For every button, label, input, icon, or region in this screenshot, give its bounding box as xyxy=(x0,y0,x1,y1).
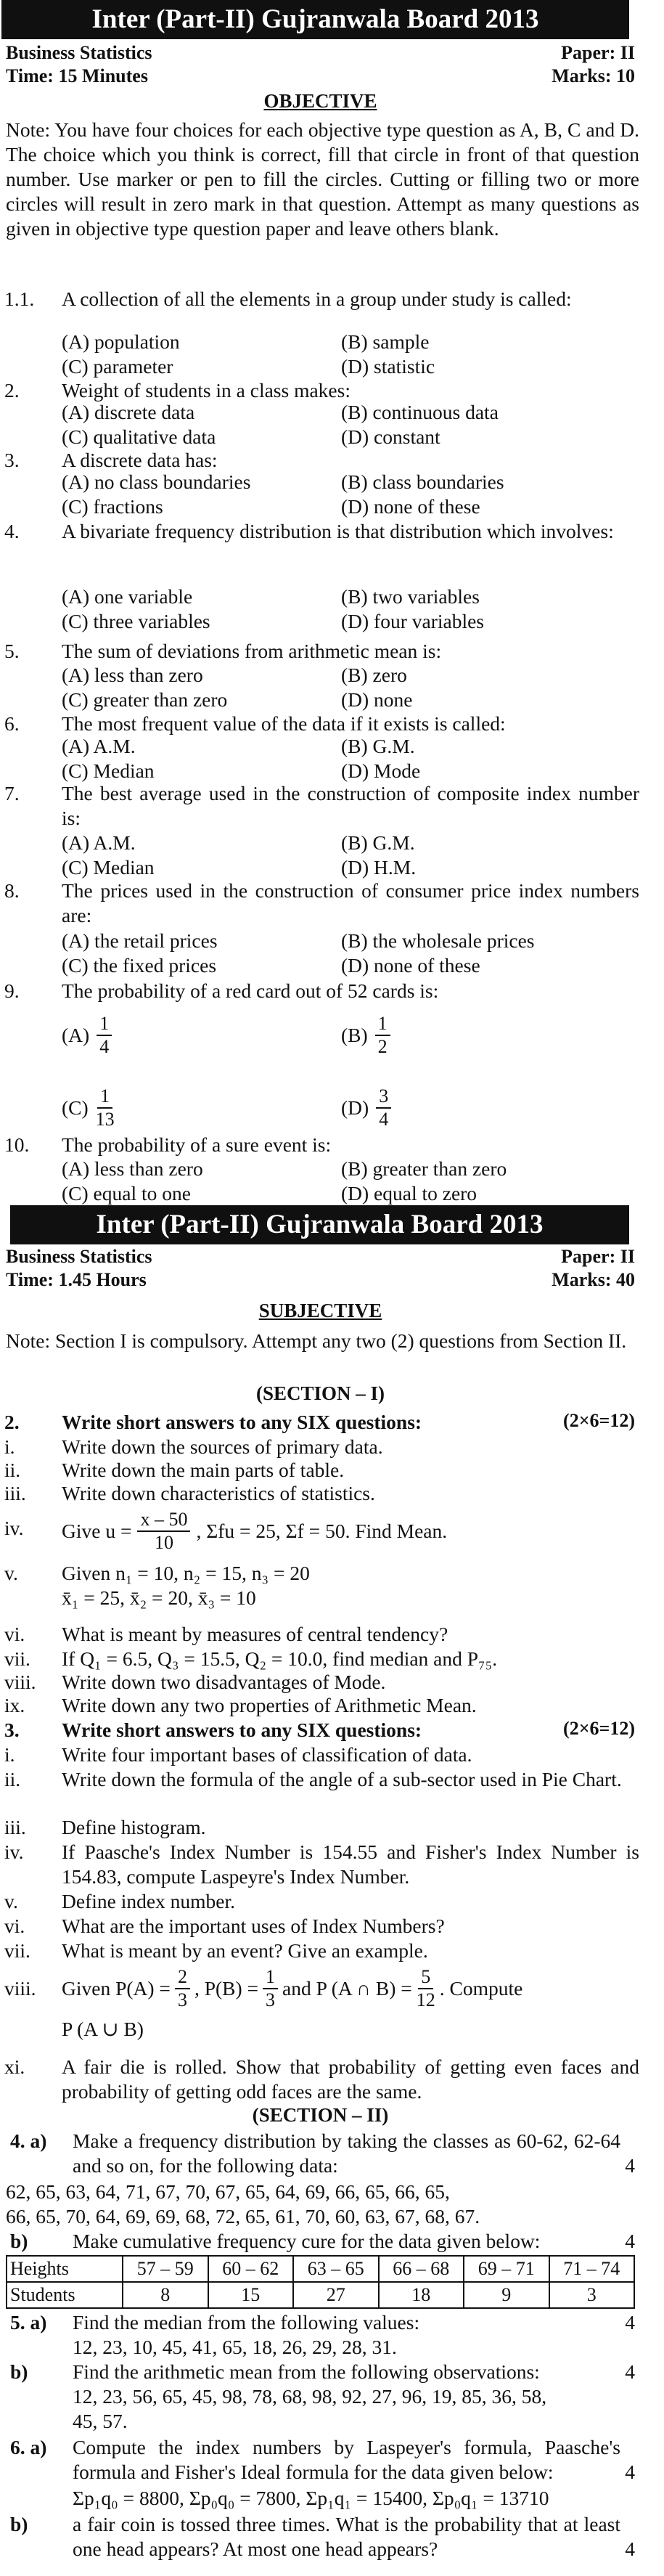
question-2-2-text: Write down the main parts of table. xyxy=(62,1459,345,1481)
question-4b-text: Make cumulative frequency cure for the data given below: xyxy=(73,2230,541,2252)
given-pab: and P (A ∩ B) = xyxy=(282,1977,412,2000)
question-2-iv xyxy=(0,1509,664,1552)
question-6b-marks: 4 xyxy=(625,2538,635,2560)
pab-fraction-den: 12 xyxy=(416,1989,435,2010)
time-label: Time: 15 Minutes xyxy=(6,65,148,86)
question-number: 4. xyxy=(4,520,20,542)
option-a: (A) A.M. xyxy=(62,831,136,854)
question-number: 3. xyxy=(4,449,20,471)
board-title-banner-2: Inter (Part-II) Gujranwala Board 2013 xyxy=(10,1205,629,1244)
question-3-3-number: iii. xyxy=(4,1816,26,1838)
option-c-fraction xyxy=(96,1085,115,1130)
pa-fraction xyxy=(175,1966,190,2011)
option-b: (B) greater than zero xyxy=(341,1157,507,1180)
question-3-1 xyxy=(0,1743,664,1767)
option-d: (D) statistic xyxy=(341,355,435,378)
objective-question-2 xyxy=(0,378,664,403)
question-2-7-number: vii. xyxy=(4,1647,30,1670)
question-3-7-number: vii. xyxy=(4,1939,30,1962)
question-2-6-text: What is meant by measures of central tendency? xyxy=(62,1623,448,1645)
q5b-data-line-2: 45, 57. xyxy=(73,2410,128,2432)
question-3-4 xyxy=(0,1840,664,1891)
table-students-row xyxy=(7,2282,634,2308)
option-c-label: (C) xyxy=(62,1096,89,1119)
question-5a xyxy=(0,2310,664,2335)
question-2-v-line2: x̄₁ = 25, x̄₂ = 20, x̄₃ = 10 xyxy=(62,1586,256,1609)
pb-fraction-num: 1 xyxy=(263,1966,278,1989)
pb-fraction xyxy=(263,1966,278,2011)
objective-note: Note: You have four choices for each objective type question as A, B, C and D. The choice which you think is correct, fill that circle in front of that question number. Use marker or pen to fill the circles. Cutting or filling two or more circles will result in zero mark in that question. Attempt as many questions as given in objective type question paper and leave others blank. xyxy=(6,118,639,240)
given-sums: , Σfu = 25, Σf = 50. Find Mean. xyxy=(196,1520,448,1542)
question-text: A bivariate frequency distribution is that distribution which involves: xyxy=(62,520,614,542)
question-3-number: 3. xyxy=(4,1719,20,1741)
question-3-1-text: Write four important bases of classification of data. xyxy=(62,1743,472,1766)
option-a: (A) population xyxy=(62,330,180,353)
question-2-9-text: Write down any two properties of Arithmetic Mean. xyxy=(62,1694,477,1716)
option-a: (A) one variable xyxy=(62,585,193,608)
question-3-3-text: Define histogram. xyxy=(62,1816,206,1838)
objective-header-row-2 xyxy=(6,65,635,87)
objective-question-8 xyxy=(0,879,664,929)
table-header-cell: 71 – 74 xyxy=(549,2256,635,2282)
question-4b-marks: 4 xyxy=(625,2230,635,2252)
table-cell: 8 xyxy=(123,2282,208,2308)
question-3-viii xyxy=(0,1966,664,2046)
question-text: The probability of a sure event is: xyxy=(62,1133,332,1156)
option-a xyxy=(62,1013,112,1058)
question-4a-text: Make a frequency distribution by taking the classes as 60-62, 62-64 and so on, for the following data: xyxy=(73,2129,620,2177)
question-number: 7. xyxy=(4,782,20,804)
question-3-6 xyxy=(0,1914,664,1939)
objective-question-10 xyxy=(0,1133,664,1157)
option-c: (C) the fixed prices xyxy=(62,954,217,977)
question-text: The most frequent value of the data if it exists is called: xyxy=(62,712,506,735)
subjective-header-row-1 xyxy=(6,1246,635,1268)
question-6a-text: Compute the index numbers by Laspeyer's formula, Paasche's formula and Fisher's Ideal formula for the data given below: xyxy=(73,2436,620,2483)
objective-question-5 xyxy=(0,639,664,664)
option-d: (D) Mode xyxy=(341,759,421,782)
subject-label: Business Statistics xyxy=(6,42,152,63)
option-a: (A) no class boundaries xyxy=(62,470,251,493)
question-6b-number: b) xyxy=(10,2513,28,2535)
option-b-fraction xyxy=(375,1013,390,1058)
option-d-label: (D) xyxy=(341,1096,369,1119)
u-fraction-den: 10 xyxy=(154,1532,173,1553)
question-6a-marks: 4 xyxy=(625,2461,635,2483)
q5a-data: 12, 23, 10, 45, 41, 65, 18, 26, 29, 28, 31. xyxy=(73,2336,397,2358)
option-c: (C) fractions xyxy=(62,495,163,518)
subjective-heading: SUBJECTIVE xyxy=(258,1300,382,1321)
question-2-3-text: Write down characteristics of statistics. xyxy=(62,1482,375,1504)
question-2-text: Write short answers to any SIX questions: xyxy=(62,1411,422,1433)
compute-label: . Compute xyxy=(439,1977,523,2000)
pab-fraction xyxy=(417,1966,435,2011)
question-number: 6. xyxy=(4,712,20,735)
objective-question-1 xyxy=(0,287,664,311)
question-2-9-number: ix. xyxy=(4,1694,25,1716)
option-d: (D) none xyxy=(341,688,413,711)
marks-label: Marks: 10 xyxy=(552,65,635,86)
option-c: (C) greater than zero xyxy=(62,688,228,711)
option-a-fraction-den: 4 xyxy=(99,1036,110,1057)
question-2-7-text: If Q₁ = 6.5, Q₃ = 15.5, Q₂ = 10.0, find median and P₇₅. xyxy=(62,1647,498,1670)
option-b: (B) zero xyxy=(341,664,407,686)
option-c xyxy=(62,1085,115,1130)
option-b: (B) G.M. xyxy=(341,831,415,854)
option-b: (B) sample xyxy=(341,330,430,353)
question-2-6-number: vi. xyxy=(4,1623,25,1645)
question-2-v xyxy=(0,1561,664,1612)
question-text: A discrete data has: xyxy=(62,449,218,471)
question-6b-text: a fair coin is tossed three times. What is the probability that at least one head appears? At most one head appears? xyxy=(73,2513,620,2560)
option-c: (C) equal to one xyxy=(62,1182,191,1205)
question-4b-number: b) xyxy=(10,2230,28,2252)
question-2-iv-number: iv. xyxy=(4,1517,24,1539)
question-5b-marks: 4 xyxy=(625,2360,635,2383)
question-3-4-text: If Paasche's Index Number is 154.55 and Fisher's Index Number is 154.83, compute Laspeyre's Index Number. xyxy=(62,1841,639,1888)
option-b: (B) G.M. xyxy=(341,735,415,757)
pa-fraction-den: 3 xyxy=(177,1989,187,2010)
question-2-2-number: ii. xyxy=(4,1459,21,1481)
question-2-3-number: iii. xyxy=(4,1482,26,1504)
section-1-heading: (SECTION – I) xyxy=(255,1382,385,1404)
question-3-2-text: Write down the formula of the angle of a sub-sector used in Pie Chart. xyxy=(62,1768,622,1790)
question-6a-number: 6. a) xyxy=(10,2436,47,2458)
question-5b-text: Find the arithmetic mean from the following observations: xyxy=(73,2360,540,2383)
paper-label-2: Paper: II xyxy=(561,1246,635,1267)
u-fraction xyxy=(137,1509,190,1554)
time-label-2: Time: 1.45 Hours xyxy=(6,1269,147,1290)
question-3-1-number: i. xyxy=(4,1743,15,1766)
option-a-label: (A) xyxy=(62,1024,90,1046)
question-text: The sum of deviations from arithmetic mean is: xyxy=(62,640,442,662)
question-2-v-number: v. xyxy=(4,1562,18,1584)
question-2-8-text: Write down two disadvantages of Mode. xyxy=(62,1671,386,1693)
q4a-data-line-1: 62, 65, 63, 64, 71, 67, 70, 67, 65, 64, 69, 66, 65, 66, 65, xyxy=(6,2180,450,2203)
option-c-fraction-num: 1 xyxy=(97,1085,112,1109)
question-3-viii-number: viii. xyxy=(4,1977,36,2000)
subject-label-2: Business Statistics xyxy=(6,1246,152,1267)
option-a: (A) less than zero xyxy=(62,1157,203,1180)
option-a: (A) less than zero xyxy=(62,664,203,686)
table-header-cell: 63 – 65 xyxy=(293,2256,379,2282)
question-3-7-text: What is meant by an event? Give an example. xyxy=(62,1939,428,1962)
question-3-3 xyxy=(0,1815,664,1840)
question-number: 5. xyxy=(4,640,20,662)
pab-fraction-num: 5 xyxy=(418,1966,433,1989)
option-b-label: (B) xyxy=(341,1024,368,1046)
option-c-fraction-den: 13 xyxy=(95,1109,115,1130)
question-2-iv-text xyxy=(62,1509,639,1554)
question-3-9-number: xi. xyxy=(4,2055,25,2078)
subjective-note: Note: Section I is compulsory. Attempt any two (2) questions from Section II. xyxy=(6,1329,627,1352)
option-d: (D) equal to zero xyxy=(341,1182,477,1205)
question-2-marks: (2×6=12) xyxy=(563,1410,635,1431)
option-c: (C) Median xyxy=(62,759,155,782)
question-5a-text: Find the median from the following values: xyxy=(73,2311,420,2334)
objective-question-9 xyxy=(0,979,664,1003)
question-2-number: 2. xyxy=(4,1411,20,1433)
question-5b xyxy=(0,2360,664,2384)
option-b: (B) class boundaries xyxy=(341,470,504,493)
question-text: A collection of all the elements in a group under study is called: xyxy=(62,288,572,310)
option-a: (A) discrete data xyxy=(62,401,195,423)
question-3-5 xyxy=(0,1889,664,1914)
question-3-5-text: Define index number. xyxy=(62,1890,236,1912)
table-header-cell: 60 – 62 xyxy=(208,2256,294,2282)
objective-heading: OBJECTIVE xyxy=(263,90,377,112)
question-4b xyxy=(0,2229,664,2254)
question-text: The best average used in the construction of composite index number is: xyxy=(62,782,639,829)
pb-fraction-den: 3 xyxy=(266,1989,276,2010)
question-3-9-text: A fair die is rolled. Show that probability of getting even faces and probability of getting odd faces are the same. xyxy=(62,2055,639,2103)
question-2-8-number: viii. xyxy=(4,1671,36,1693)
question-4a xyxy=(0,2129,664,2178)
option-b: (B) the wholesale prices xyxy=(341,929,535,952)
table-header-cell: 66 – 68 xyxy=(379,2256,464,2282)
option-d: (D) none of these xyxy=(341,495,480,518)
union-label: P (A ∪ B) xyxy=(62,2018,144,2040)
option-b xyxy=(341,1013,390,1058)
subjective-header-row-2 xyxy=(6,1269,635,1291)
option-a: (A) the retail prices xyxy=(62,929,218,952)
question-2-v-line1: Given n₁ = 10, n₂ = 15, n₃ = 20 xyxy=(62,1562,310,1584)
q6a-data: Σp₁q₀ = 8800, Σp₀q₀ = 7800, Σp₁q₁ = 15400, Σp₀q₁ = 13710 xyxy=(73,2487,549,2509)
table-cell: 3 xyxy=(549,2282,635,2308)
marks-label-2: Marks: 40 xyxy=(552,1269,635,1290)
option-c: (C) Median xyxy=(62,856,155,879)
question-text: Weight of students in a class makes: xyxy=(62,379,351,402)
objective-question-6 xyxy=(0,712,664,736)
option-d: (D) four variables xyxy=(341,610,484,632)
option-b-fraction-num: 1 xyxy=(375,1013,390,1036)
option-c: (C) three variables xyxy=(62,610,210,632)
q5b-data-line-1: 12, 23, 56, 65, 45, 98, 78, 68, 98, 92, 27, 96, 19, 85, 36, 58, xyxy=(73,2385,547,2408)
question-5b-number: b) xyxy=(10,2360,28,2383)
question-3-4-number: iv. xyxy=(4,1841,24,1863)
question-text: The probability of a red card out of 52 cards is: xyxy=(62,979,439,1002)
question-4a-marks: 4 xyxy=(625,2154,635,2177)
option-b: (B) two variables xyxy=(341,585,480,608)
board-title-banner: Inter (Part-II) Gujranwala Board 2013 xyxy=(1,0,629,39)
question-5a-number: 5. a) xyxy=(10,2311,47,2334)
option-d: (D) constant xyxy=(341,425,440,448)
give-u-label: Give u = xyxy=(62,1520,132,1542)
question-3-6-number: vi. xyxy=(4,1915,25,1937)
objective-header-row-1 xyxy=(6,42,635,64)
table-header-cell: 57 – 59 xyxy=(123,2256,208,2282)
table-header-cell: 69 – 71 xyxy=(464,2256,549,2282)
u-fraction-num: x – 50 xyxy=(137,1509,190,1532)
question-3-text: Write short answers to any SIX questions: xyxy=(62,1719,422,1741)
question-2-1-text: Write down the sources of primary data. xyxy=(62,1435,383,1458)
question-6b xyxy=(0,2512,664,2561)
q4a-data-line-2: 66, 65, 70, 64, 69, 69, 68, 72, 65, 61, 70, 60, 63, 67, 68, 67. xyxy=(6,2205,480,2227)
table-cell: Students xyxy=(7,2282,123,2308)
option-d xyxy=(341,1085,391,1130)
option-d: (D) none of these xyxy=(341,954,480,977)
option-a: (A) A.M. xyxy=(62,735,136,757)
objective-question-3 xyxy=(0,448,664,473)
table-cell: 15 xyxy=(208,2282,294,2308)
objective-question-7 xyxy=(0,781,664,832)
frequency-table xyxy=(6,2255,635,2309)
option-c: (C) qualitative data xyxy=(62,425,216,448)
option-d: (D) H.M. xyxy=(341,856,417,879)
question-3-2 xyxy=(0,1767,664,1818)
question-number: 9. xyxy=(4,979,20,1002)
question-3-2-number: ii. xyxy=(4,1768,21,1790)
table-header-cell: Heights xyxy=(7,2256,123,2282)
option-c: (C) parameter xyxy=(62,355,173,378)
question-5a-marks: 4 xyxy=(625,2311,635,2334)
question-6a xyxy=(0,2435,664,2485)
question-number: 10. xyxy=(4,1133,30,1156)
table-header-row xyxy=(7,2256,634,2282)
option-b-fraction-den: 2 xyxy=(377,1036,388,1057)
question-3-6-text: What are the important uses of Index Numbers? xyxy=(62,1915,445,1937)
pa-fraction-num: 2 xyxy=(175,1966,190,1989)
table-cell: 9 xyxy=(464,2282,549,2308)
objective-question-4 xyxy=(0,519,664,570)
table-cell: 27 xyxy=(293,2282,379,2308)
option-b: (B) continuous data xyxy=(341,401,499,423)
question-3-viii-text xyxy=(62,1966,639,2011)
option-d-fraction xyxy=(376,1085,391,1130)
question-2-1-number: i. xyxy=(4,1435,15,1458)
question-3-marks: (2×6=12) xyxy=(563,1718,635,1739)
option-a-fraction-num: 1 xyxy=(97,1013,112,1036)
question-number: 2. xyxy=(4,379,20,402)
paper-label: Paper: II xyxy=(561,42,635,63)
question-3-9 xyxy=(0,2055,664,2106)
section-2-heading: (SECTION – II) xyxy=(252,2104,389,2126)
question-text: The prices used in the construction of consumer price index numbers are: xyxy=(62,879,639,926)
option-d-fraction-den: 4 xyxy=(379,1109,389,1130)
given-pa: Given P(A) = xyxy=(62,1977,171,2000)
option-d-fraction-num: 3 xyxy=(376,1085,391,1109)
question-3-7 xyxy=(0,1939,664,1963)
question-number: 1.1. xyxy=(4,288,35,310)
table-cell: 18 xyxy=(379,2282,464,2308)
option-a-fraction xyxy=(97,1013,112,1058)
question-number: 8. xyxy=(4,879,20,902)
question-4a-number: 4. a) xyxy=(10,2129,47,2152)
question-3-5-number: v. xyxy=(4,1890,18,1912)
given-pb: , P(B) = xyxy=(194,1977,259,2000)
